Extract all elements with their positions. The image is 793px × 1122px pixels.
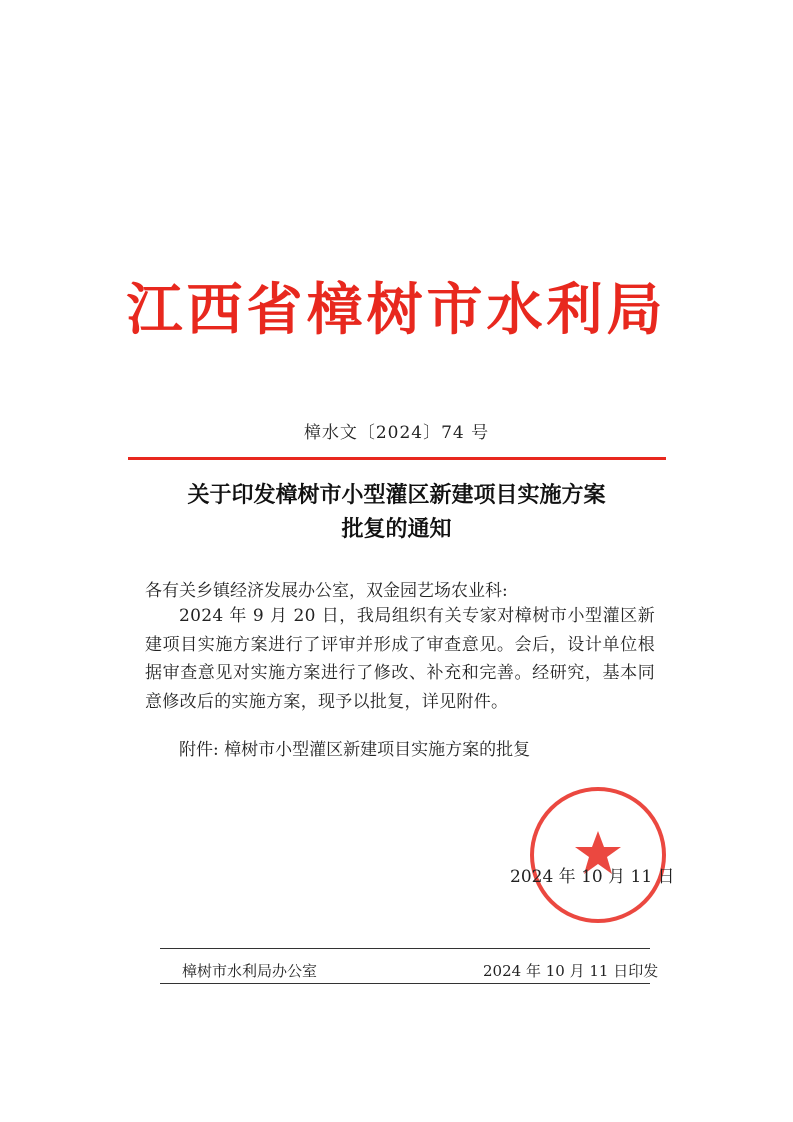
signature-date: 2024 年 10 月 11 日 <box>510 867 675 887</box>
official-seal-stamp <box>528 785 668 925</box>
red-divider-line <box>128 457 666 460</box>
footer-issue-date: 2024 年 10 月 11 日印发 <box>483 962 659 980</box>
document-title-line-2: 批复的通知 <box>341 516 452 542</box>
document-number: 樟水文〔2024〕74 号 <box>303 423 490 443</box>
footer-bottom-rule <box>160 983 650 984</box>
document-title-line-1: 关于印发樟树市小型灌区新建项目实施方案 <box>187 482 606 508</box>
document-title <box>0 478 793 546</box>
addressee-line: 各有关乡镇经济发展办公室，双金园艺场农业科: <box>145 581 508 601</box>
org-header-title: 江西省樟树市水利局 <box>126 277 667 343</box>
footer-top-rule <box>160 948 650 949</box>
body-paragraph: 2024 年 9 月 20 日，我局组织有关专家对樟树市小型灌区新建项目实施方案进行了评审并形成了审查意见。会后，设计单位根据审查意见对实施方案进行了修改、补充和完善。经研究，基本同意修改后的实施方案，现予以批复，详见附件。 <box>145 606 655 712</box>
attachment-line: 附件: 樟树市小型灌区新建项目实施方案的批复 <box>179 740 531 760</box>
footer-issuer: 樟树市水利局办公室 <box>182 962 318 980</box>
